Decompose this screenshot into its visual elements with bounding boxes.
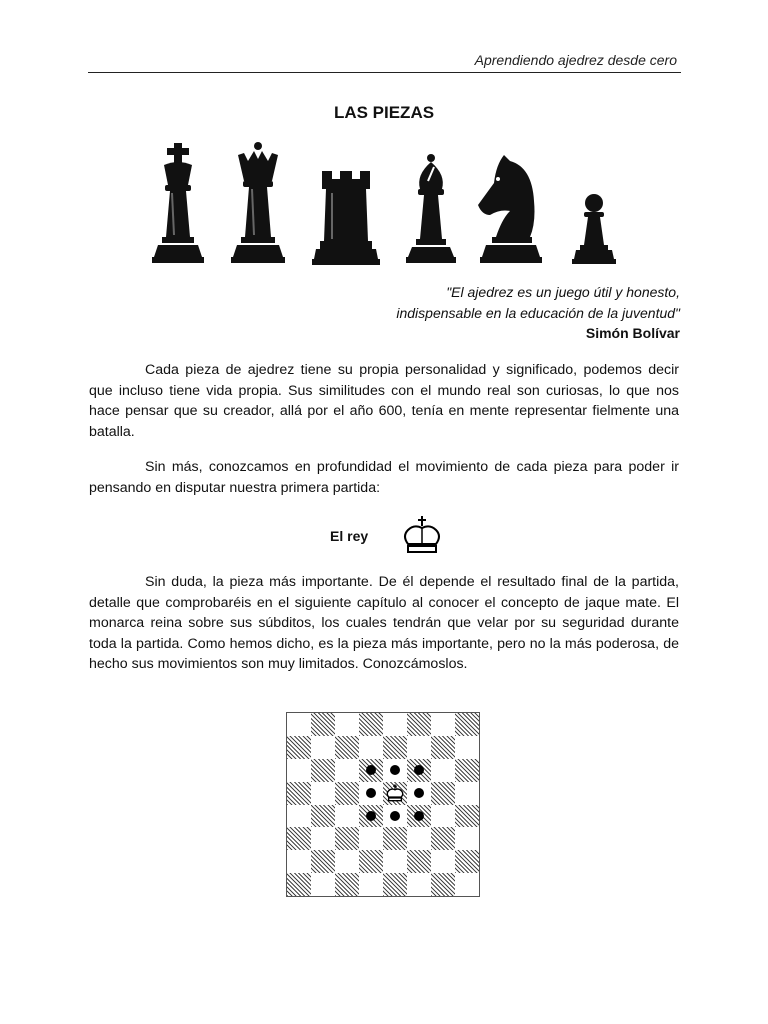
board-square bbox=[335, 827, 359, 850]
board-square bbox=[431, 827, 455, 850]
board-square bbox=[287, 850, 311, 873]
quote-author: Simón Bolívar bbox=[585, 325, 680, 341]
board-square bbox=[311, 713, 335, 736]
board-square bbox=[359, 736, 383, 759]
board-square bbox=[335, 873, 359, 896]
queen-piece-icon bbox=[228, 141, 288, 265]
chess-pieces-row bbox=[140, 135, 630, 265]
board-square bbox=[335, 805, 359, 828]
board-square bbox=[431, 736, 455, 759]
pawn-piece-icon bbox=[572, 193, 616, 265]
board-square bbox=[431, 873, 455, 896]
board-square bbox=[383, 713, 407, 736]
board-square bbox=[455, 713, 479, 736]
board-square bbox=[311, 759, 335, 782]
quote-line-1: "El ajedrez es un juego útil y honesto, bbox=[446, 284, 680, 300]
board-square bbox=[407, 713, 431, 736]
board-square bbox=[383, 873, 407, 896]
board-square bbox=[431, 850, 455, 873]
board-square bbox=[455, 850, 479, 873]
board-square bbox=[335, 759, 359, 782]
board-square bbox=[383, 736, 407, 759]
board-square bbox=[455, 782, 479, 805]
king-outline-icon bbox=[400, 514, 444, 556]
board-square bbox=[311, 850, 335, 873]
page-title: LAS PIEZAS bbox=[333, 103, 435, 122]
king-move-dot bbox=[390, 811, 400, 821]
board-square bbox=[407, 873, 431, 896]
board-square bbox=[287, 759, 311, 782]
board-square bbox=[359, 873, 383, 896]
king-move-dot bbox=[414, 811, 424, 821]
board-square bbox=[359, 850, 383, 873]
board-square bbox=[407, 827, 431, 850]
board-square bbox=[287, 736, 311, 759]
paragraph-intro bbox=[89, 360, 679, 442]
board-square bbox=[407, 850, 431, 873]
board-square bbox=[359, 827, 383, 850]
board-square bbox=[287, 805, 311, 828]
king-piece-icon bbox=[150, 141, 206, 265]
board-square bbox=[311, 873, 335, 896]
paragraph-transition-text: Sin más, conozcamos en profundidad el movimiento de cada pieza para poder ir pensando en disputar nuestra primera partida: bbox=[89, 459, 679, 496]
board-square bbox=[335, 736, 359, 759]
board-square bbox=[431, 759, 455, 782]
board-square bbox=[431, 782, 455, 805]
king-move-dot bbox=[414, 788, 424, 798]
board-square bbox=[311, 805, 335, 828]
board-square bbox=[335, 782, 359, 805]
board-square bbox=[383, 850, 407, 873]
board-square bbox=[311, 782, 335, 805]
board-square bbox=[311, 736, 335, 759]
board-square bbox=[407, 736, 431, 759]
board-square bbox=[455, 736, 479, 759]
board-square bbox=[359, 713, 383, 736]
board-square bbox=[455, 827, 479, 850]
board-square bbox=[287, 827, 311, 850]
board-square bbox=[383, 827, 407, 850]
board-square bbox=[311, 827, 335, 850]
quote-line-2: indispensable en la educación de la juventud" bbox=[396, 305, 680, 321]
quote bbox=[396, 282, 680, 324]
board-square bbox=[287, 782, 311, 805]
board-square bbox=[287, 713, 311, 736]
king-move-dot bbox=[366, 811, 376, 821]
section-title-king: El rey bbox=[330, 528, 369, 544]
board-square bbox=[455, 759, 479, 782]
paragraph-king bbox=[89, 572, 679, 675]
bishop-piece-icon bbox=[406, 153, 456, 265]
board-square bbox=[455, 873, 479, 896]
paragraph-intro-text: Cada pieza de ajedrez tiene su propia personalidad y significado, podemos decir que incluso tiene vida propia. Sus similitudes con el mundo real son curiosas, lo que nos hace pensar que su creador, allá por el año 600, tenía en mente representar fielmente una batalla. bbox=[89, 362, 679, 440]
board-square bbox=[335, 850, 359, 873]
board-square bbox=[287, 873, 311, 896]
board-square bbox=[431, 713, 455, 736]
chess-board-diagram bbox=[286, 712, 480, 897]
king-board-icon bbox=[385, 783, 405, 803]
board-square bbox=[455, 805, 479, 828]
paragraph-transition bbox=[89, 457, 679, 498]
knight-piece-icon bbox=[474, 153, 546, 265]
rook-piece-icon bbox=[312, 169, 380, 265]
running-header-text: Aprendiendo ajedrez desde cero bbox=[474, 52, 677, 68]
running-header bbox=[88, 52, 681, 73]
paragraph-king-text: Sin duda, la pieza más importante. De él depende el resultado final de la partida, detalle que comprobaréis en el siguiente capítulo al conocer el concepto de jaque mate. El monarca reina sobre sus súbditos, los cuales tendrán que velar por su seguridad durante toda la partida. Como hemos dicho, es la pieza más importante, pero no la más poderosa, de hecho sus movimientos son muy limitados. Conozcámoslos. bbox=[89, 574, 679, 672]
board-square bbox=[431, 805, 455, 828]
king-move-dot bbox=[366, 788, 376, 798]
board-square bbox=[335, 713, 359, 736]
